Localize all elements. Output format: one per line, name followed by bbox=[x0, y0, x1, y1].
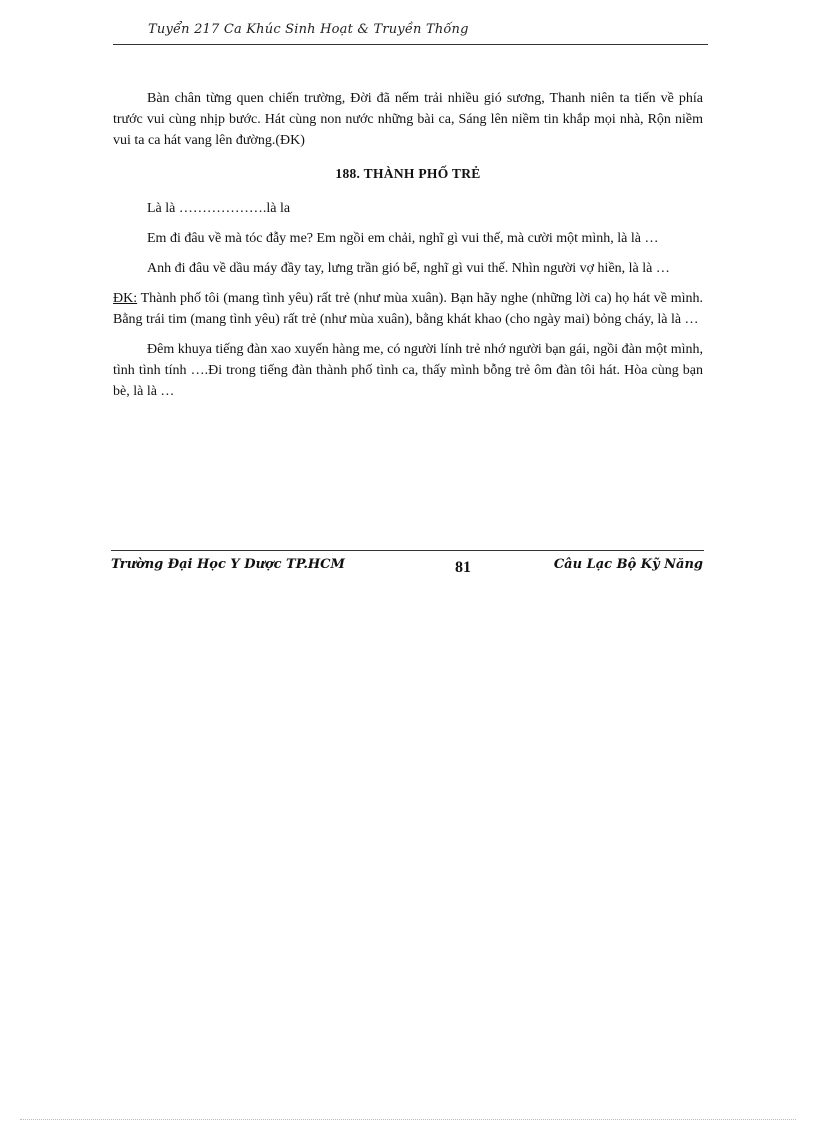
lyric-line-3: Anh đi đâu về dầu máy đầy tay, lưng trần gió bể, nghĩ gì vui thế. Nhìn người vợ hiền, là là … bbox=[147, 261, 670, 276]
lyric-line-1: Là là ……………….là la bbox=[147, 201, 291, 216]
chorus-label: ĐK: bbox=[113, 291, 138, 306]
footer-school-name: Trường Đại Học Y Dược TP.HCM bbox=[111, 557, 345, 572]
chorus-paragraph bbox=[113, 288, 703, 330]
song-title: 188. THÀNH PHỐ TRẺ bbox=[335, 166, 481, 181]
chorus-text: Thành phố tôi (mang tình yêu) rất trẻ (như mùa xuân). Bạn hãy nghe (những lời ca) họ hát về mình. Bằng trái tim (mang tình yêu) rất trẻ (như mùa xuân), bằng khát khao (cho ngày mai) bỏng cháy, là là … bbox=[113, 291, 703, 327]
lyric-line-2: Em đi đâu về mà tóc đẫy me? Em ngồi em chải, nghĩ gì vui thế, mà cười một mình, là là … bbox=[147, 231, 659, 246]
footer-divider bbox=[111, 550, 704, 551]
intro-paragraph: Bàn chân từng quen chiến trường, Đời đã nếm trải nhiều gió sương, Thanh niên ta tiến về phía trước vui cùng nhịp bước. Hát cùng non nước những bài ca, Sáng lên niềm tin khắp mọi nhà, Rộn niềm vui ta ca hát vang lên đường.(ĐK) bbox=[113, 91, 703, 148]
header-divider bbox=[113, 44, 708, 45]
footer-club-name: Câu Lạc Bộ Kỹ Năng bbox=[553, 557, 703, 572]
lyric-line-4: Đêm khuya tiếng đàn xao xuyến hàng me, có người lính trẻ nhớ người bạn gái, ngồi đàn một mình, tình tình tính ….Đi trong tiếng đàn thành phố tình ca, thấy mình bỗng trẻ ôm đàn tôi hát. Hòa cùng bạn bè, là là … bbox=[113, 342, 703, 399]
header-title: Tuyển 217 Ca Khúc Sinh Hoạt & Truyền Thống bbox=[148, 22, 469, 37]
page-bottom-edge bbox=[20, 1119, 796, 1120]
page-content bbox=[113, 88, 703, 411]
page-number: 81 bbox=[455, 559, 471, 576]
